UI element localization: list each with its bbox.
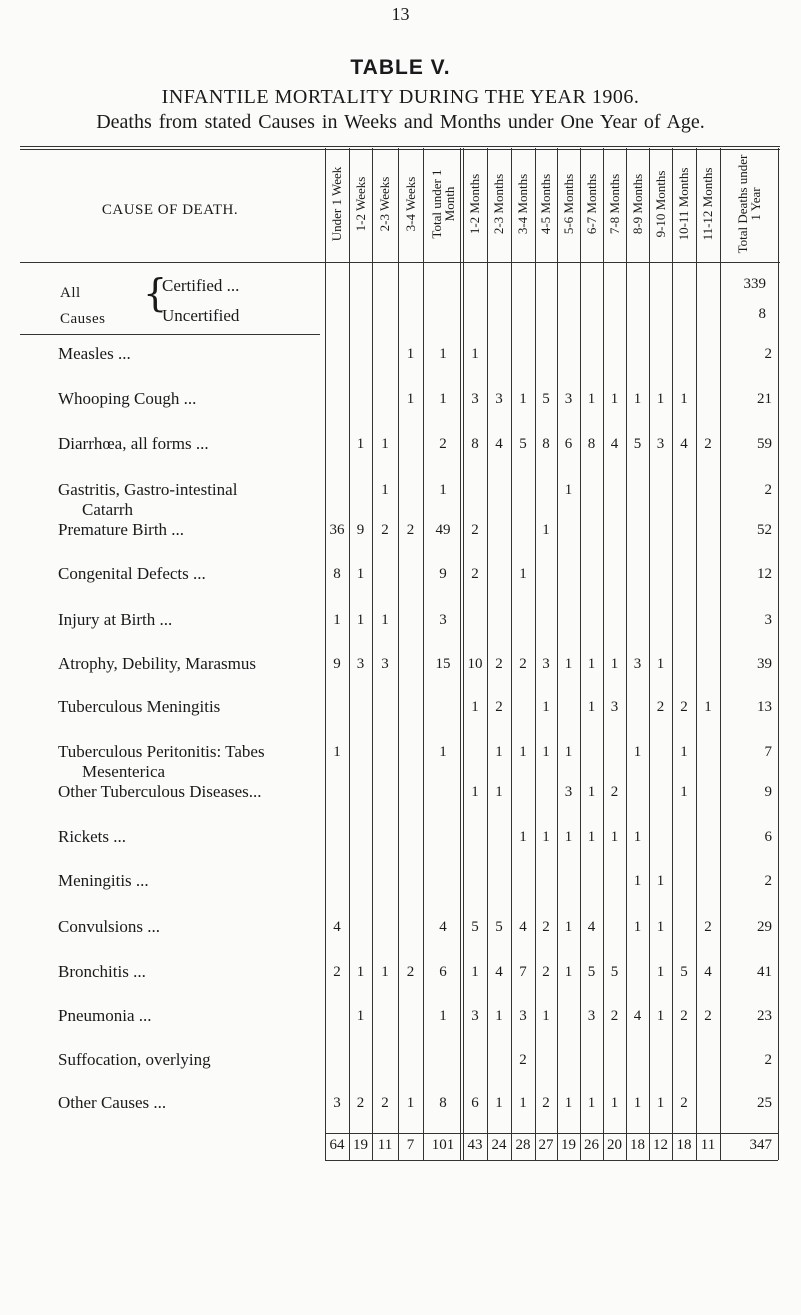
table-cell: 1: [656, 391, 665, 407]
total-cell: 11: [700, 1137, 716, 1153]
table-cell: 1: [656, 656, 665, 672]
table-cell: 1: [471, 784, 479, 800]
table-cell: 6: [471, 1095, 479, 1111]
column-header: 3-4 Weeks: [402, 176, 418, 232]
total-cell: 11: [377, 1137, 393, 1153]
table-cell: 1: [542, 744, 550, 760]
table-cell: 5: [471, 919, 479, 935]
table-cell: 1: [656, 1095, 665, 1111]
table-cell: 1: [564, 919, 573, 935]
table-cell: 1: [542, 522, 550, 538]
table-cell: 2: [680, 1095, 688, 1111]
table-bottom-rule: [325, 1160, 778, 1161]
table-cell: 2: [519, 1052, 527, 1068]
table-cell: 1: [356, 612, 365, 628]
table-cell: 6: [764, 829, 772, 845]
column-header: Total Deaths under 1 Year: [735, 154, 763, 254]
table-cell: 1: [439, 1008, 447, 1024]
table-cell: 1: [633, 829, 642, 845]
table-cell: 1: [633, 391, 642, 407]
total-cell: 19: [353, 1137, 368, 1153]
table-cell: 3: [439, 612, 447, 628]
row-label: Convulsions ...: [58, 917, 161, 936]
column-header: 2-3 Weeks: [377, 176, 392, 232]
certified-total: 339: [743, 276, 766, 292]
table-cell: 1: [564, 482, 573, 498]
table-cell: 9: [333, 656, 341, 672]
table-cell: 1: [495, 744, 503, 760]
uncertified-total: 8: [758, 306, 766, 322]
table-cell: 9: [356, 522, 365, 538]
table-cell: 4: [587, 919, 596, 935]
table-cell: 1: [656, 964, 665, 980]
row-label: Congenital Defects ...: [58, 564, 206, 583]
table-cell: 59: [757, 436, 772, 452]
column-header: 11-12 Months: [700, 167, 715, 241]
table-cell: 1: [542, 1008, 550, 1024]
table-cell: 1: [495, 1008, 503, 1024]
table-cell: 3: [381, 656, 389, 672]
row-label-continued: Mesenterica: [82, 762, 166, 781]
table-cell: 5: [633, 436, 642, 452]
table-cell: 2: [764, 482, 772, 498]
table-cell: 2: [495, 699, 503, 715]
row-label: Pneumonia ...: [58, 1006, 152, 1025]
total-cell: 26: [584, 1137, 599, 1153]
table-cell: 2: [495, 656, 503, 672]
column-header: 5-6 Months: [560, 173, 576, 235]
table-cell: 3: [633, 656, 642, 672]
table-cell: 1: [356, 566, 365, 582]
table-cell: 1: [495, 784, 503, 800]
table-cell: 2: [439, 436, 447, 452]
table-cell: 1: [564, 1095, 573, 1111]
table-cell: 1: [680, 784, 688, 800]
table-cell: 2: [704, 919, 712, 935]
table-cell: 2: [610, 1008, 619, 1024]
table-cell: 1: [610, 1095, 619, 1111]
table-cell: 7: [764, 744, 772, 760]
table-cell: 4: [439, 919, 447, 935]
table-cell: 1: [564, 744, 573, 760]
table-cell: 1: [610, 391, 619, 407]
table-cell: 1: [564, 964, 573, 980]
table-cell: 1: [471, 964, 479, 980]
brace-icon: {: [143, 271, 168, 315]
table-cell: 3: [564, 391, 573, 407]
column-header: 3-4 Months: [515, 173, 530, 235]
table-cell: 2: [471, 566, 479, 582]
table-cell: 2: [704, 1008, 712, 1024]
row-label: Tuberculous Meningitis: [58, 697, 221, 716]
table-cell: 8: [471, 436, 479, 452]
column-divider: [372, 148, 373, 1160]
table-cell: 23: [757, 1008, 772, 1024]
column-header: 4-5 Months: [538, 173, 553, 235]
total-cell: 12: [653, 1137, 668, 1153]
table-cell: 2: [333, 964, 341, 980]
table-cell: 1: [656, 919, 665, 935]
table-cell: 15: [435, 656, 451, 672]
header-bottom-rule: [20, 262, 780, 263]
totals-top-rule: [325, 1133, 778, 1134]
table-cell: 1: [633, 744, 642, 760]
table-cell: 2: [471, 522, 479, 538]
table-cell: 4: [495, 436, 503, 452]
table-top-rule-thin: [20, 149, 780, 150]
cause-header: CAUSE OF DEATH.: [101, 202, 239, 218]
table-cell: 1: [519, 391, 527, 407]
table-caption: Deaths from stated Causes in Weeks and Months under One Year of Age.: [96, 111, 705, 133]
row-label: Tuberculous Peritonitis: Tabes: [58, 742, 265, 761]
table-cell: 4: [680, 436, 688, 452]
certified-label: Certified ...: [162, 276, 240, 295]
table-cell: 4: [610, 436, 619, 452]
total-cell: 101: [431, 1137, 455, 1153]
table-cell: 52: [757, 522, 772, 538]
row-label: Measles ...: [58, 344, 131, 363]
row-label: Other Tuberculous Diseases...: [58, 782, 262, 801]
column-header: 9-10 Months: [652, 170, 668, 238]
table-cell: 5: [519, 436, 527, 452]
table-cell: 3: [542, 656, 550, 672]
table-cell: 1: [610, 829, 619, 845]
table-cell: 5: [680, 964, 688, 980]
row-label: Premature Birth ...: [58, 520, 185, 539]
table-cell: 25: [757, 1095, 772, 1111]
row-label: Gastritis, Gastro-intestinal: [58, 480, 238, 499]
column-header: 6-7 Months: [583, 173, 599, 235]
table-cell: 12: [757, 566, 772, 582]
total-cell: 43: [467, 1137, 483, 1153]
table-cell: 41: [757, 964, 772, 980]
table-cell: 2: [356, 1095, 365, 1111]
table-cell: 1: [406, 391, 415, 407]
table-cell: 2: [680, 699, 688, 715]
table-cell: 8: [542, 436, 550, 452]
table-cell: 1: [704, 699, 712, 715]
row-label: Other Causes ...: [58, 1093, 167, 1112]
table-cell: 8: [333, 566, 341, 582]
table-cell: 1: [406, 346, 415, 362]
table-cell: 1: [356, 1008, 365, 1024]
table-cell: 13: [757, 699, 772, 715]
table-cell: 5: [610, 964, 619, 980]
table-cell: 6: [439, 964, 447, 980]
table-cell: 1: [587, 656, 596, 672]
table-cell: 2: [656, 699, 665, 715]
column-header: 1-2 Weeks: [352, 176, 368, 232]
column-header: Total under 1 Month: [429, 169, 457, 239]
table-cell: 1: [587, 391, 596, 407]
page-number: 13: [391, 4, 410, 24]
table-cell: 1: [564, 829, 573, 845]
table-cell: 1: [495, 1095, 503, 1111]
column-header: Under 1 Week: [329, 166, 344, 242]
total-cell: 24: [491, 1137, 507, 1153]
table-cell: 4: [633, 1008, 642, 1024]
table-cell: 1: [519, 829, 527, 845]
table-cell: 2: [406, 522, 415, 538]
table-cell: 2: [542, 964, 550, 980]
table-cell: 1: [680, 391, 688, 407]
table-cell: 39: [757, 656, 772, 672]
table-cell: 7: [519, 964, 527, 980]
table-cell: 1: [333, 612, 341, 628]
table-cell: 1: [381, 436, 389, 452]
table-cell: 1: [519, 566, 527, 582]
row-label-continued: Catarrh: [82, 500, 133, 519]
table-cell: 2: [680, 1008, 688, 1024]
row-label: Bronchitis ...: [58, 962, 146, 981]
table-cell: 5: [495, 919, 503, 935]
total-cell: 20: [607, 1137, 622, 1153]
table-cell: 1: [633, 919, 642, 935]
column-header: 7-8 Months: [606, 173, 622, 235]
total-cell: 27: [538, 1137, 554, 1153]
table-cell: 4: [495, 964, 503, 980]
table-cell: 3: [356, 656, 365, 672]
table-cell: 1: [439, 482, 447, 498]
table-cell: 3: [471, 1008, 479, 1024]
table-cell: 1: [439, 744, 447, 760]
total-cell: 347: [749, 1137, 772, 1153]
table-cell: 1: [356, 964, 365, 980]
table-title: TABLE V.: [350, 56, 451, 79]
column-divider: [778, 148, 779, 1160]
table-cell: 2: [381, 1095, 389, 1111]
all-causes-label: All Causes: [60, 285, 106, 327]
table-cell: 29: [757, 919, 772, 935]
column-header: 10-11 Months: [676, 167, 691, 241]
table-cell: 5: [542, 391, 550, 407]
table-cell: 2: [610, 784, 619, 800]
total-cell: 18: [676, 1137, 692, 1153]
table-cell: 4: [519, 919, 527, 935]
column-divider: [325, 148, 326, 1160]
table-cell: 2: [764, 1052, 772, 1068]
row-label: Atrophy, Debility, Marasmus: [58, 654, 256, 673]
table-cell: 1: [471, 699, 479, 715]
total-cell: 28: [515, 1137, 531, 1153]
row-label: Injury at Birth ...: [58, 610, 173, 629]
table-cell: 1: [633, 1095, 642, 1111]
table-cell: 36: [329, 522, 345, 538]
table-cell: 10: [467, 656, 483, 672]
column-header: 2-3 Months: [491, 173, 506, 235]
table-cell: 3: [610, 699, 619, 715]
table-subtitle: INFANTILE MORTALITY DURING THE YEAR 1906.: [161, 86, 640, 108]
table-cell: 1: [471, 346, 479, 362]
column-header: 1-2 Months: [467, 173, 482, 235]
table-cell: 1: [439, 346, 447, 362]
table-cell: 2: [519, 656, 527, 672]
table-cell: 1: [542, 829, 550, 845]
table-cell: 1: [519, 744, 527, 760]
table-cell: 3: [656, 436, 665, 452]
table-cell: 1: [587, 1095, 596, 1111]
row-label: Whooping Cough ...: [58, 389, 197, 408]
table-cell: 49: [435, 522, 451, 538]
table-cell: 1: [610, 656, 619, 672]
table-cell: 1: [333, 744, 341, 760]
table-cell: 1: [381, 482, 389, 498]
table-cell: 1: [587, 829, 596, 845]
row-label: Diarrhœa, all forms ...: [58, 434, 209, 453]
table-cell: 3: [564, 784, 573, 800]
table-cell: 3: [587, 1008, 596, 1024]
table-cell: 2: [764, 873, 772, 889]
all-causes-bottom-rule: [20, 334, 320, 335]
total-cell: 19: [561, 1137, 576, 1153]
total-cell: 7: [406, 1137, 415, 1153]
table-cell: 8: [439, 1095, 447, 1111]
table-cell: 4: [333, 919, 341, 935]
table-cell: 1: [587, 699, 596, 715]
table-cell: 3: [333, 1095, 341, 1111]
table-cell: 1: [381, 964, 389, 980]
table-cell: 1: [656, 873, 665, 889]
row-label: Meningitis ...: [58, 871, 149, 890]
table-cell: 5: [587, 964, 596, 980]
table-cell: 1: [656, 1008, 665, 1024]
total-cell: 64: [329, 1137, 345, 1153]
table-cell: 6: [564, 436, 573, 452]
row-label: Suffocation, overlying: [58, 1050, 211, 1069]
table-cell: 1: [587, 784, 596, 800]
table-cell: 1: [381, 612, 389, 628]
table-cell: 1: [406, 1095, 415, 1111]
table-cell: 21: [757, 391, 772, 407]
total-cell: 18: [630, 1137, 645, 1153]
table-cell: 1: [564, 656, 573, 672]
uncertified-label: Uncertified: [162, 306, 240, 325]
column-header: 8-9 Months: [629, 173, 645, 235]
table-cell: 2: [381, 522, 389, 538]
table-cell: 3: [471, 391, 479, 407]
table-cell: 3: [519, 1008, 527, 1024]
table-cell: 1: [439, 391, 447, 407]
table-cell: 1: [519, 1095, 527, 1111]
table-cell: 2: [406, 964, 415, 980]
table-cell: 4: [704, 964, 712, 980]
column-divider: [398, 148, 399, 1160]
table-cell: 3: [495, 391, 503, 407]
table-cell: 2: [704, 436, 712, 452]
table-cell: 9: [764, 784, 772, 800]
table-cell: 2: [764, 346, 772, 362]
column-divider: [557, 148, 558, 1160]
table-cell: 8: [587, 436, 596, 452]
table-top-rule: [20, 146, 780, 147]
column-divider: [720, 148, 721, 1160]
table-cell: 9: [439, 566, 447, 582]
table-cell: 2: [542, 1095, 550, 1111]
table-cell: 3: [764, 612, 772, 628]
row-label: Rickets ...: [58, 827, 126, 846]
table-cell: 2: [542, 919, 550, 935]
table-cell: 1: [356, 436, 365, 452]
table-cell: 1: [633, 873, 642, 889]
table-cell: 1: [680, 744, 688, 760]
table-cell: 1: [542, 699, 550, 715]
